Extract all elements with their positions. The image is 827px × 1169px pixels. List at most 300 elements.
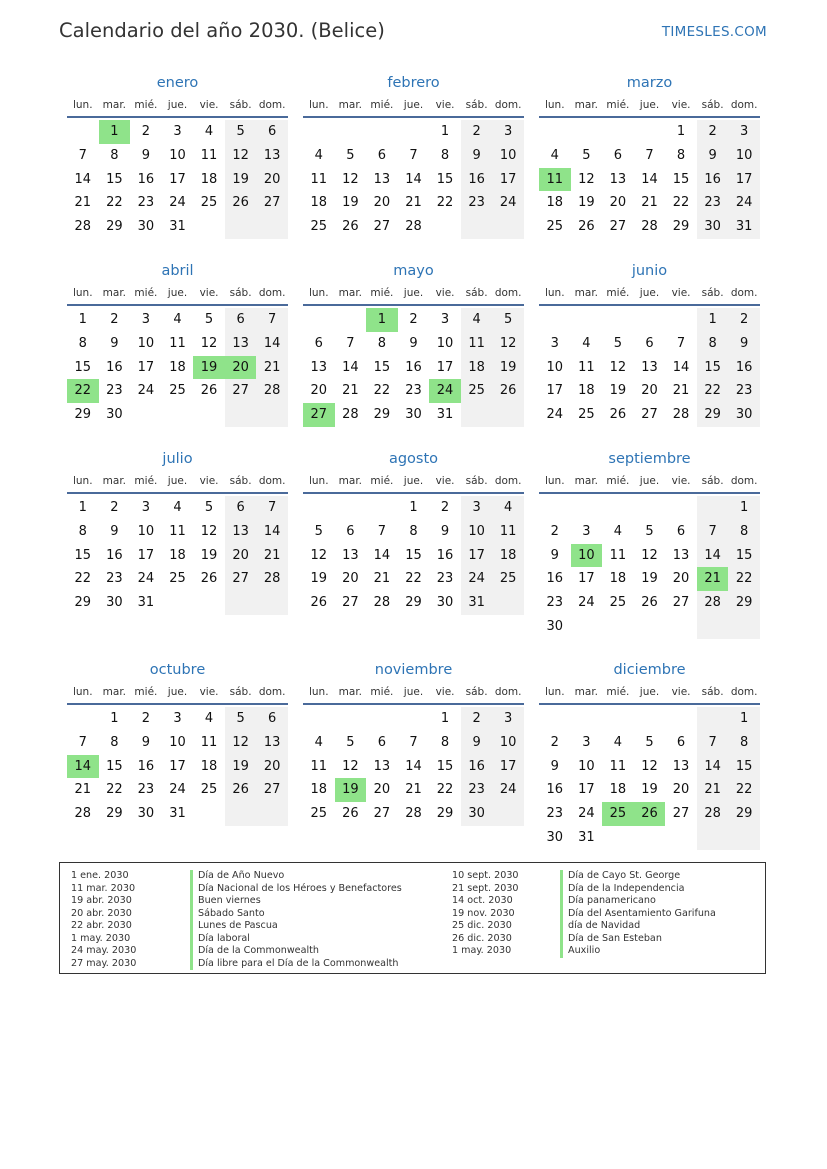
day-cell: 4 <box>461 308 493 332</box>
weekday-label: jue. <box>639 475 660 487</box>
day-cell: 16 <box>461 755 493 779</box>
day-cell: 24 <box>728 191 760 215</box>
day-cell: 4 <box>204 124 214 139</box>
empty-cell <box>162 403 194 427</box>
day-cell: 25 <box>200 195 218 211</box>
month-mayo <box>303 260 524 448</box>
weekday-label: mié. <box>370 686 394 698</box>
day-cell: 23 <box>436 571 454 587</box>
holiday-name: Lunes de Pascua <box>190 920 402 933</box>
day-cell: 31 <box>578 829 595 845</box>
weekday-label: mar. <box>102 287 127 299</box>
empty-cell <box>571 615 603 639</box>
day-cell: 4 <box>582 335 591 351</box>
empty-cell <box>335 496 367 520</box>
weekday-label: mié. <box>134 686 158 698</box>
day-cell: 12 <box>310 547 328 563</box>
day-cell: 19 <box>492 356 524 380</box>
empty-cell <box>256 215 288 239</box>
weekday-label: jue. <box>403 287 424 299</box>
day-cell: 24 <box>492 191 524 215</box>
day-cell: 31 <box>137 595 155 611</box>
day-cell: 13 <box>373 758 391 774</box>
day-cell: 9 <box>141 734 151 750</box>
day-cell: 27 <box>256 778 288 802</box>
day-grid <box>67 308 288 427</box>
empty-cell <box>665 308 697 332</box>
day-cell: 23 <box>461 191 493 215</box>
day-cell: 22 <box>373 383 391 399</box>
empty-cell <box>398 120 430 144</box>
empty-cell <box>162 591 194 615</box>
empty-cell <box>303 120 335 144</box>
day-cell: 2 <box>110 500 119 515</box>
day-cell: 8 <box>110 147 119 163</box>
day-cell: 28 <box>641 219 658 235</box>
day-cell: 19 <box>641 782 658 798</box>
day-cell: 4 <box>314 147 323 163</box>
weekday-label: lun. <box>308 287 329 299</box>
weekday-label: sáb. <box>229 475 252 487</box>
month-octubre <box>67 659 288 847</box>
day-cell: 28 <box>74 806 92 822</box>
holiday-day: 11 <box>539 168 571 192</box>
weekday-label: mié. <box>606 99 630 111</box>
weekday-label: sáb. <box>701 99 724 111</box>
empty-cell <box>634 707 666 731</box>
empty-cell <box>571 120 603 144</box>
weekday-header <box>303 681 524 705</box>
holiday-date: 27 may. 2030 <box>71 957 137 969</box>
empty-cell <box>539 707 571 731</box>
day-cell: 5 <box>645 523 654 539</box>
weekday-header <box>67 470 288 494</box>
day-cell: 22 <box>697 379 729 403</box>
day-cell: 24 <box>578 806 595 822</box>
weekday-label: mié. <box>606 475 630 487</box>
holiday-date: 1 may. 2030 <box>452 945 512 956</box>
weekday-label: mar. <box>338 99 363 111</box>
holiday-date: 10 sept. 2030 <box>452 870 519 881</box>
holiday-date: 1 ene. 2030 <box>71 870 129 881</box>
weekday-header <box>67 282 288 306</box>
day-cell: 17 <box>546 383 564 399</box>
day-cell: 27 <box>225 567 257 591</box>
day-cell: 14 <box>373 547 391 563</box>
day-cell: 21 <box>697 778 729 802</box>
day-cell: 18 <box>492 544 524 568</box>
day-cell: 18 <box>169 547 186 563</box>
weekday-header <box>539 282 760 306</box>
day-cell: 18 <box>461 356 493 380</box>
day-cell: 7 <box>697 520 729 544</box>
weekday-label: mié. <box>606 287 630 299</box>
day-cell: 22 <box>74 571 92 587</box>
day-cell: 11 <box>200 734 218 750</box>
day-grid <box>303 308 524 427</box>
day-cell: 13 <box>373 171 391 187</box>
day-cell: 20 <box>609 195 627 211</box>
empty-cell <box>335 308 367 332</box>
day-cell: 3 <box>173 124 182 139</box>
holiday-day: 19 <box>335 778 367 802</box>
day-cell: 5 <box>645 734 654 750</box>
day-cell: 27 <box>225 379 257 403</box>
day-cell: 16 <box>106 547 123 563</box>
weekday-label: vie. <box>199 99 219 111</box>
day-cell: 30 <box>106 407 123 423</box>
day-cell: 26 <box>492 379 524 403</box>
day-cell: 10 <box>169 734 186 750</box>
empty-cell <box>492 403 524 427</box>
day-cell: 6 <box>314 335 323 351</box>
day-cell: 26 <box>225 191 257 215</box>
day-cell: 15 <box>106 171 123 187</box>
weekday-label: sáb. <box>701 287 724 299</box>
day-cell: 30 <box>697 215 729 239</box>
day-cell: 26 <box>609 407 627 423</box>
day-cell: 14 <box>405 758 422 774</box>
holiday-date: 22 abr. 2030 <box>71 920 132 931</box>
empty-cell <box>193 591 225 615</box>
weekday-label: mié. <box>370 99 394 111</box>
empty-cell <box>539 120 571 144</box>
weekday-label: jue. <box>403 99 424 111</box>
day-cell: 11 <box>492 520 524 544</box>
day-cell: 25 <box>461 379 493 403</box>
day-cell: 21 <box>256 544 288 568</box>
day-cell: 30 <box>405 407 422 423</box>
day-grid <box>67 496 288 615</box>
weekday-label: jue. <box>639 287 660 299</box>
month-septiembre <box>539 448 760 659</box>
day-cell: 29 <box>74 407 92 423</box>
month-agosto <box>303 448 524 636</box>
day-cell: 12 <box>342 758 359 774</box>
day-cell: 10 <box>137 523 155 539</box>
day-cell: 7 <box>409 734 418 750</box>
weekday-label: dom. <box>258 686 286 698</box>
day-cell: 19 <box>310 571 328 587</box>
weekday-label: lun. <box>308 99 329 111</box>
empty-cell <box>492 215 524 239</box>
day-cell: 10 <box>546 359 564 375</box>
empty-cell <box>335 707 367 731</box>
day-cell: 13 <box>225 520 257 544</box>
day-cell: 9 <box>728 332 760 356</box>
day-cell: 28 <box>256 567 288 591</box>
day-cell: 11 <box>200 147 218 163</box>
empty-cell <box>193 802 225 826</box>
day-cell: 3 <box>728 120 760 144</box>
day-cell: 17 <box>492 168 524 192</box>
empty-cell <box>665 826 697 850</box>
empty-cell <box>634 826 666 850</box>
day-cell: 22 <box>405 571 422 587</box>
day-cell: 5 <box>225 707 257 731</box>
holiday-day: 20 <box>225 356 257 380</box>
day-cell: 12 <box>641 758 658 774</box>
day-cell: 20 <box>641 383 658 399</box>
empty-cell <box>225 802 257 826</box>
day-cell: 3 <box>173 711 182 726</box>
day-cell: 4 <box>173 312 182 327</box>
day-cell: 6 <box>676 523 686 539</box>
weekday-label: mié. <box>134 287 158 299</box>
day-cell: 2 <box>141 711 151 726</box>
day-cell: 3 <box>492 120 524 144</box>
empty-cell <box>602 826 634 850</box>
weekday-label: sáb. <box>229 287 252 299</box>
day-cell: 29 <box>728 802 760 826</box>
day-cell: 14 <box>697 755 729 779</box>
day-cell: 20 <box>310 383 328 399</box>
weekday-label: mar. <box>102 99 127 111</box>
holiday-date: 26 dic. 2030 <box>452 932 512 944</box>
holiday-date: 1 may. 2030 <box>71 932 131 944</box>
month-enero <box>67 72 288 260</box>
empty-cell <box>571 707 603 731</box>
day-cell: 2 <box>550 523 559 539</box>
empty-cell <box>571 308 603 332</box>
holiday-date: 24 may. 2030 <box>71 945 137 956</box>
day-cell: 26 <box>200 571 218 587</box>
weekday-label: vie. <box>671 475 691 487</box>
weekday-label: lun. <box>308 686 329 698</box>
day-cell: 20 <box>342 571 359 587</box>
day-cell: 27 <box>373 806 391 822</box>
weekday-label: mar. <box>102 686 127 698</box>
day-cell: 25 <box>310 219 328 235</box>
day-cell: 22 <box>106 782 123 798</box>
month-febrero <box>303 72 524 260</box>
holiday-day: 25 <box>602 802 634 826</box>
weekday-label: mié. <box>606 686 630 698</box>
day-cell: 11 <box>609 547 627 563</box>
day-cell: 7 <box>78 147 87 163</box>
weekday-header <box>303 470 524 494</box>
brand-link[interactable]: TIMESLES.COM <box>661 24 767 40</box>
weekday-label: vie. <box>199 686 219 698</box>
empty-cell <box>728 615 760 639</box>
day-cell: 26 <box>200 383 218 399</box>
weekday-label: dom. <box>730 475 758 487</box>
empty-cell <box>697 615 729 639</box>
day-cell: 12 <box>342 171 359 187</box>
weekday-label: mié. <box>134 475 158 487</box>
holiday-day: 24 <box>429 379 461 403</box>
day-cell: 17 <box>169 171 186 187</box>
holiday-date: 21 sept. 2030 <box>452 882 519 894</box>
day-cell: 30 <box>137 806 155 822</box>
day-cell: 28 <box>697 591 729 615</box>
day-cell: 8 <box>728 520 760 544</box>
day-cell: 9 <box>409 335 418 351</box>
day-cell: 19 <box>342 195 359 211</box>
day-cell: 30 <box>461 802 493 826</box>
day-cell: 13 <box>609 171 627 187</box>
weekday-label: sáb. <box>229 99 252 111</box>
day-cell: 14 <box>697 544 729 568</box>
day-cell: 25 <box>169 571 186 587</box>
day-cell: 27 <box>641 407 658 423</box>
day-cell: 21 <box>342 383 359 399</box>
day-cell: 29 <box>74 595 92 611</box>
weekday-label: mié. <box>134 99 158 111</box>
day-cell: 25 <box>200 782 218 798</box>
holiday-day: 1 <box>366 308 398 332</box>
empty-cell <box>539 496 571 520</box>
day-cell: 4 <box>173 500 182 515</box>
day-cell: 12 <box>641 547 658 563</box>
day-cell: 7 <box>377 523 387 539</box>
day-grid <box>539 308 760 427</box>
day-cell: 1 <box>676 124 686 139</box>
weekday-label: jue. <box>639 99 660 111</box>
day-cell: 3 <box>440 312 450 327</box>
day-cell: 3 <box>492 707 524 731</box>
holiday-day: 26 <box>634 802 666 826</box>
day-cell: 16 <box>106 359 123 375</box>
holiday-name: Día panamericano <box>560 895 716 908</box>
day-cell: 15 <box>436 758 454 774</box>
month-name: junio <box>631 263 668 279</box>
day-cell: 18 <box>310 195 328 211</box>
day-cell: 27 <box>609 219 627 235</box>
day-cell: 1 <box>440 124 450 139</box>
day-cell: 13 <box>641 359 658 375</box>
weekday-label: dom. <box>258 99 286 111</box>
weekday-label: mié. <box>370 287 394 299</box>
day-cell: 11 <box>310 171 328 187</box>
day-cell: 28 <box>74 219 92 235</box>
weekday-header <box>539 94 760 118</box>
empty-cell <box>492 591 524 615</box>
day-cell: 3 <box>550 335 559 351</box>
holiday-day: 27 <box>303 403 335 427</box>
months-grid <box>67 72 760 870</box>
day-cell: 2 <box>409 312 418 327</box>
empty-cell <box>602 496 634 520</box>
day-cell: 15 <box>74 547 92 563</box>
day-cell: 5 <box>314 523 323 539</box>
day-cell: 17 <box>137 547 155 563</box>
day-cell: 28 <box>405 806 422 822</box>
weekday-label: mar. <box>574 287 599 299</box>
holiday-name: día de Navidad <box>560 920 716 933</box>
day-cell: 6 <box>256 120 288 144</box>
weekday-label: vie. <box>435 287 455 299</box>
day-cell: 7 <box>409 147 418 163</box>
legend-right-names <box>560 870 716 958</box>
day-cell: 14 <box>74 171 92 187</box>
weekday-label: lun. <box>72 475 93 487</box>
day-cell: 29 <box>106 219 123 235</box>
day-cell: 8 <box>676 147 686 163</box>
day-cell: 17 <box>492 755 524 779</box>
day-grid <box>539 120 760 239</box>
day-cell: 20 <box>373 195 391 211</box>
day-cell: 11 <box>578 359 595 375</box>
weekday-label: sáb. <box>701 686 724 698</box>
weekday-header <box>67 94 288 118</box>
day-cell: 7 <box>676 335 686 351</box>
day-cell: 6 <box>346 523 355 539</box>
empty-cell <box>256 591 288 615</box>
day-cell: 17 <box>728 168 760 192</box>
weekday-label: mar. <box>574 99 599 111</box>
day-cell: 1 <box>440 711 450 726</box>
day-cell: 2 <box>550 734 559 750</box>
weekday-label: vie. <box>435 686 455 698</box>
weekday-label: lun. <box>544 99 565 111</box>
day-cell: 9 <box>110 523 119 539</box>
day-cell: 11 <box>169 523 186 539</box>
day-cell: 8 <box>377 335 387 351</box>
day-cell: 21 <box>641 195 658 211</box>
day-cell: 9 <box>550 758 559 774</box>
weekday-label: jue. <box>167 99 188 111</box>
day-cell: 23 <box>728 379 760 403</box>
holiday-name: Día libre para el Día de la Commonwealth <box>190 958 402 971</box>
month-name: noviembre <box>374 662 453 678</box>
day-cell: 15 <box>436 171 454 187</box>
day-cell: 4 <box>613 523 623 539</box>
empty-cell <box>602 615 634 639</box>
day-cell: 6 <box>377 734 387 750</box>
day-cell: 30 <box>546 829 564 845</box>
day-cell: 25 <box>169 383 186 399</box>
day-cell: 10 <box>461 520 493 544</box>
day-cell: 18 <box>200 758 218 774</box>
month-julio <box>67 448 288 636</box>
day-cell: 30 <box>728 403 760 427</box>
weekday-label: vie. <box>671 287 691 299</box>
day-cell: 16 <box>405 359 422 375</box>
weekday-label: mar. <box>338 475 363 487</box>
day-cell: 12 <box>225 731 257 755</box>
day-cell: 23 <box>461 778 493 802</box>
day-cell: 25 <box>609 595 627 611</box>
day-cell: 20 <box>256 755 288 779</box>
day-cell: 16 <box>546 571 564 587</box>
day-cell: 16 <box>461 168 493 192</box>
day-cell: 4 <box>314 734 323 750</box>
month-diciembre <box>539 659 760 870</box>
day-cell: 30 <box>137 219 155 235</box>
empty-cell <box>665 615 697 639</box>
empty-cell <box>602 707 634 731</box>
day-cell: 24 <box>546 407 564 423</box>
day-cell: 22 <box>728 567 760 591</box>
day-grid <box>303 120 524 239</box>
empty-cell <box>697 707 729 731</box>
empty-cell <box>225 591 257 615</box>
day-cell: 27 <box>256 191 288 215</box>
day-cell: 31 <box>169 219 186 235</box>
day-grid <box>539 496 760 639</box>
day-cell: 18 <box>546 195 564 211</box>
day-cell: 15 <box>728 755 760 779</box>
weekday-header <box>539 470 760 494</box>
day-cell: 29 <box>672 219 690 235</box>
day-cell: 24 <box>137 383 155 399</box>
day-cell: 6 <box>225 496 257 520</box>
weekday-label: vie. <box>435 99 455 111</box>
day-cell: 28 <box>405 219 422 235</box>
empty-cell <box>602 120 634 144</box>
weekday-label: lun. <box>308 475 329 487</box>
